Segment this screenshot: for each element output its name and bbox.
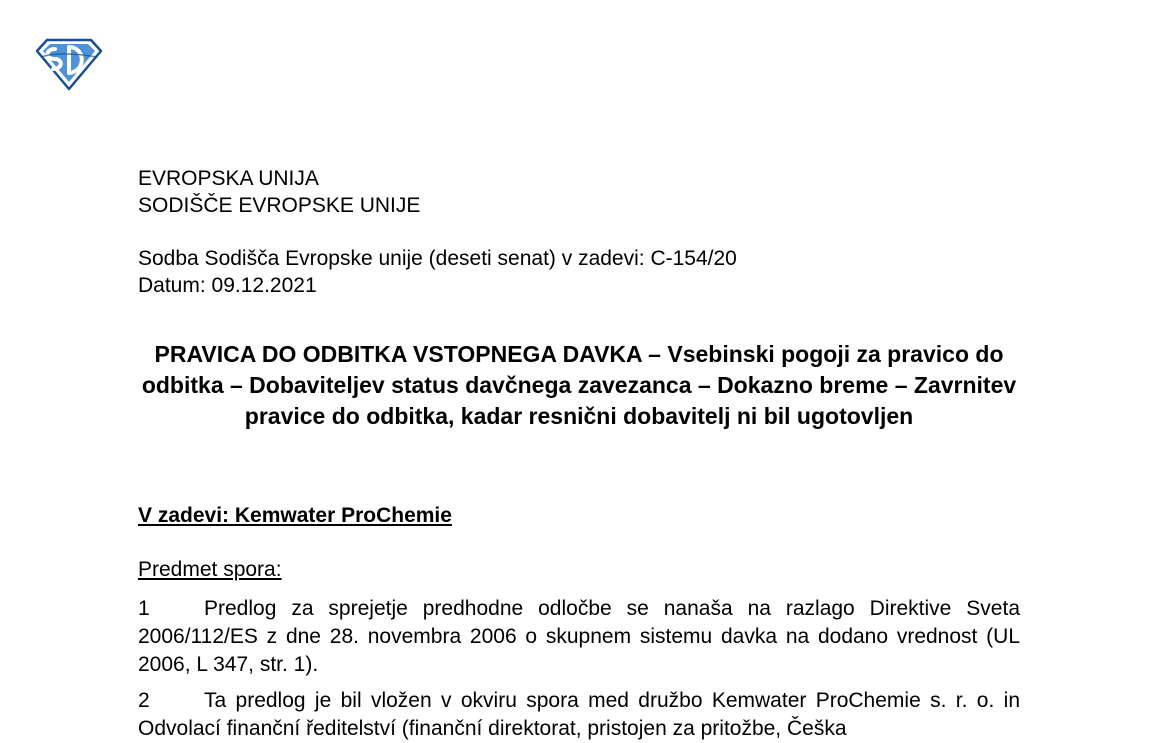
case-heading: V zadevi: Kemwater ProChemie	[138, 504, 452, 527]
paragraph-number: 1	[138, 597, 150, 620]
paragraph-text: Ta predlog je bil vložen v okviru spora med družbo Kemwater ProChemie s. r. o. in Odvolací finanční ředitelství (finanční direktorat, pristojen za pritožbe, Češka	[138, 689, 1020, 740]
org-line-1: EVROPSKA UNIJA	[138, 167, 319, 190]
logo-icon	[33, 37, 105, 91]
judgment-date: Datum: 09.12.2021	[138, 274, 317, 297]
subject-heading: Predmet spora:	[138, 558, 282, 581]
document-title: PRAVICA DO ODBITKA VSTOPNEGA DAVKA – Vsebinski pogoji za pravico do odbitka – Dobaviteljev status davčnega zavezanca – Dokazno breme – Zavrnitev pravice do odbitka, kadar resnični dobavitelj ni bil ugotovljen	[141, 341, 1017, 429]
diamond-sd-logo-icon	[33, 37, 105, 91]
paragraph-text: Predlog za sprejetje predhodne odločbe se nanaša na razlago Direktive Sveta 2006/112/ES z dne 28. novembra 2006 o skupnem sistemu davka na dodano vrednost (UL 2006, L 347, str. 1).	[138, 597, 1020, 676]
paragraph-1	[138, 595, 1020, 679]
org-line-2: SODIŠČE EVROPSKE UNIJE	[138, 194, 421, 217]
paragraph-2	[138, 687, 1020, 743]
paragraph-number: 2	[138, 689, 150, 712]
judgment-reference: Sodba Sodišča Evropske unije (deseti senat) v zadevi: C-154/20	[138, 247, 737, 270]
